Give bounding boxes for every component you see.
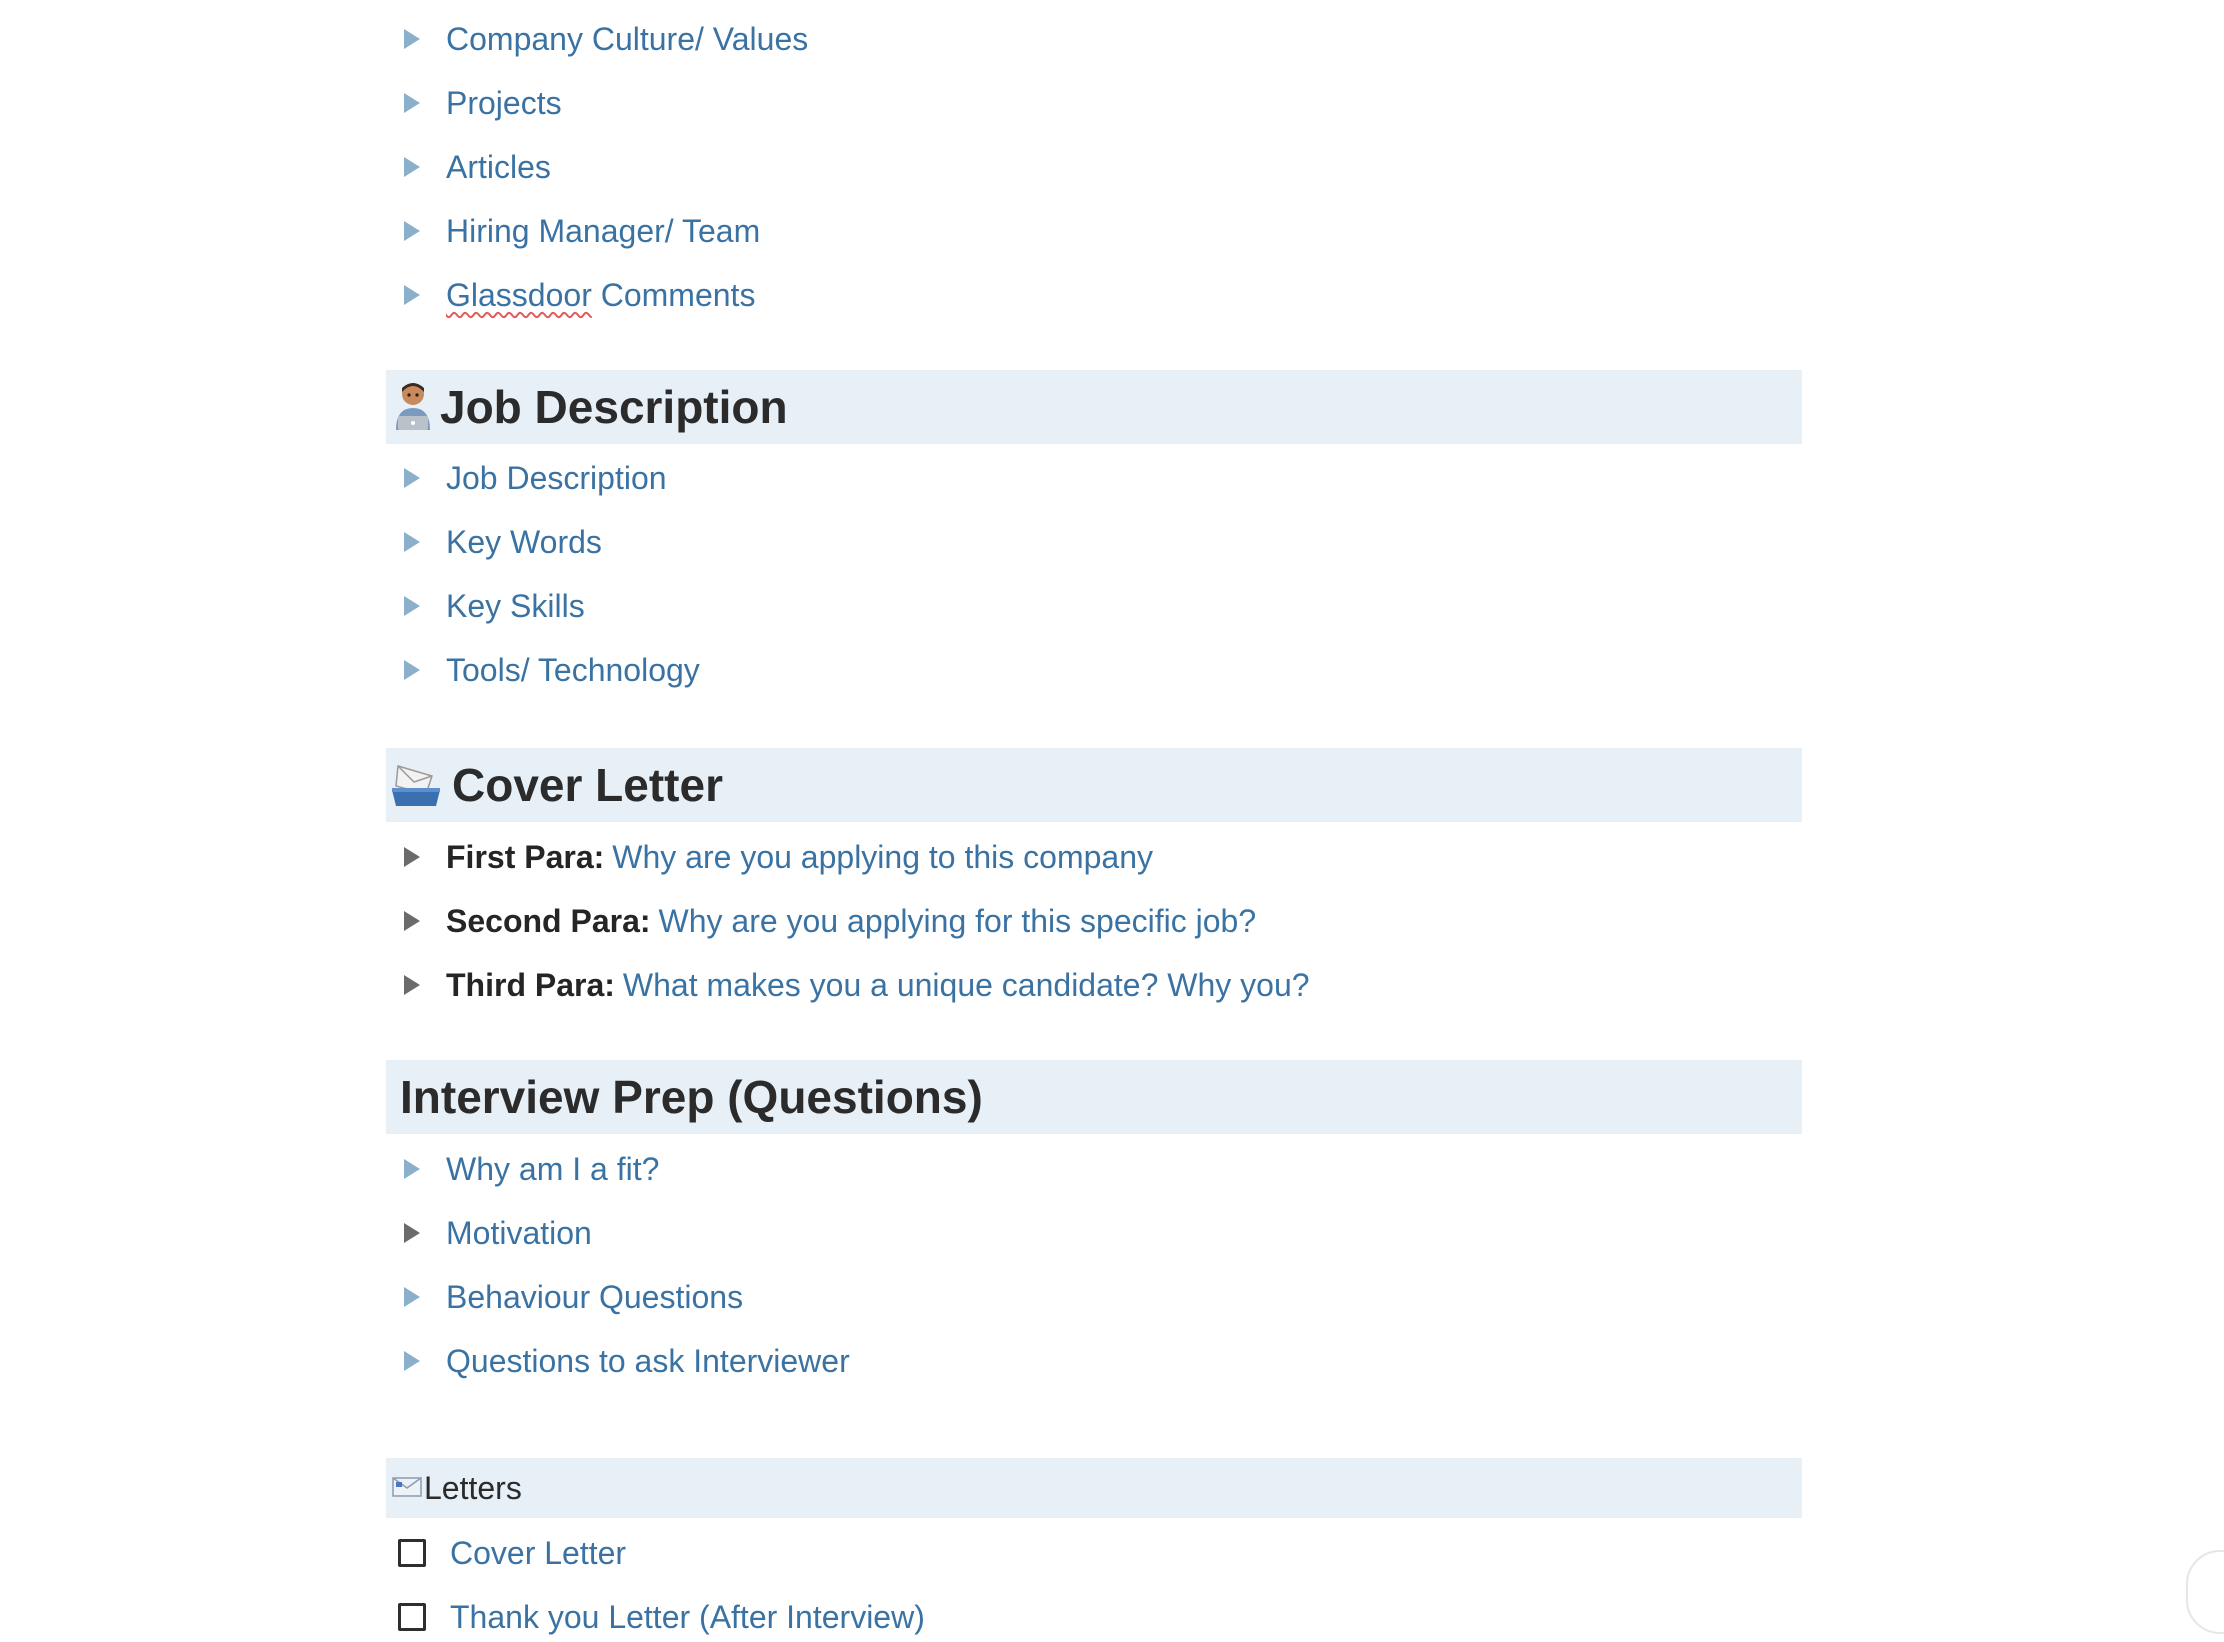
- heading-cover-letter[interactable]: [386, 748, 1802, 822]
- todo-label[interactable]: Cover Letter: [450, 1534, 627, 1571]
- para-label: Second Para:: [446, 902, 651, 939]
- toggle-triangle-icon[interactable]: [404, 1223, 420, 1243]
- para-label: Third Para:: [446, 966, 615, 1003]
- toggle-first-para[interactable]: [386, 825, 1153, 889]
- heading-job-description[interactable]: [386, 370, 1802, 444]
- toggle-label[interactable]: Tools/ Technology: [446, 651, 700, 688]
- toggle-triangle-icon[interactable]: [404, 660, 420, 680]
- toggle-triangle-icon[interactable]: [404, 596, 420, 616]
- toggle-behaviour-questions[interactable]: [386, 1265, 743, 1329]
- para-prompt-link[interactable]: Why are you applying to this company: [612, 838, 1153, 875]
- toggle-triangle-icon[interactable]: [404, 847, 420, 867]
- toggle-why-fit[interactable]: [386, 1137, 659, 1201]
- toggle-triangle-icon[interactable]: [404, 221, 420, 241]
- toggle-label[interactable]: Projects: [446, 84, 562, 121]
- checkbox[interactable]: [398, 1539, 426, 1567]
- toggle-triangle-icon[interactable]: [404, 911, 420, 931]
- para-prompt-link[interactable]: What makes you a unique candidate? Why you?: [622, 966, 1310, 1003]
- heading-text: Interview Prep (Questions): [400, 1071, 983, 1123]
- toggle-projects[interactable]: [386, 71, 562, 135]
- para-prompt-link[interactable]: Why are you applying for this specific job?: [658, 902, 1257, 939]
- toggle-motivation[interactable]: [386, 1201, 592, 1265]
- help-button[interactable]: [2186, 1550, 2224, 1634]
- toggle-label[interactable]: Why am I a fit?: [446, 1150, 660, 1187]
- checkbox[interactable]: [398, 1603, 426, 1631]
- toggle-second-para[interactable]: [386, 889, 1256, 953]
- toggle-questions-interviewer[interactable]: [386, 1329, 850, 1393]
- toggle-key-words[interactable]: [386, 510, 602, 574]
- toggle-label[interactable]: Questions to ask Interviewer: [446, 1342, 850, 1379]
- envelope-icon: [392, 1475, 422, 1502]
- todo-cover-letter[interactable]: [386, 1521, 626, 1585]
- todo-thank-you-letter[interactable]: [386, 1585, 925, 1642]
- heading-text: Job Description: [440, 381, 788, 433]
- toggle-hiring-manager[interactable]: [386, 199, 760, 263]
- toggle-triangle-icon[interactable]: [404, 157, 420, 177]
- toggle-key-skills[interactable]: [386, 574, 585, 638]
- toggle-glassdoor[interactable]: [386, 263, 755, 327]
- toggle-articles[interactable]: [386, 135, 551, 199]
- toggle-third-para[interactable]: [386, 953, 1310, 1017]
- toggle-label[interactable]: Glassdoor Comments: [446, 276, 756, 313]
- toggle-label[interactable]: Key Skills: [446, 587, 585, 624]
- toggle-label[interactable]: Company Culture/ Values: [446, 20, 809, 57]
- envelope-tray-icon: [392, 760, 440, 811]
- toggle-company-culture[interactable]: [386, 7, 808, 71]
- para-label: First Para:: [446, 838, 605, 875]
- toggle-triangle-icon[interactable]: [404, 975, 420, 995]
- heading-text: Cover Letter: [452, 759, 723, 811]
- toggle-label[interactable]: Job Description: [446, 459, 667, 496]
- toggle-triangle-icon[interactable]: [404, 29, 420, 49]
- toggle-triangle-icon[interactable]: [404, 1287, 420, 1307]
- toggle-triangle-icon[interactable]: [404, 468, 420, 488]
- toggle-triangle-icon[interactable]: [404, 1159, 420, 1179]
- toggle-job-description[interactable]: [386, 446, 667, 510]
- toggle-triangle-icon[interactable]: [404, 285, 420, 305]
- spellcheck-word: Glassdoor: [446, 276, 592, 313]
- toggle-label[interactable]: Hiring Manager/ Team: [446, 212, 761, 249]
- toggle-label[interactable]: Behaviour Questions: [446, 1278, 744, 1315]
- todo-label[interactable]: Thank you Letter (After Interview): [450, 1598, 925, 1635]
- heading-text: Letters: [424, 1469, 522, 1506]
- toggle-label[interactable]: Key Words: [446, 523, 602, 560]
- heading-letters[interactable]: [386, 1458, 1802, 1518]
- toggle-label[interactable]: Motivation: [446, 1214, 592, 1251]
- toggle-triangle-icon[interactable]: [404, 1351, 420, 1371]
- toggle-label[interactable]: Articles: [446, 148, 551, 185]
- toggle-tools-technology[interactable]: [386, 638, 700, 702]
- toggle-triangle-icon[interactable]: [404, 532, 420, 552]
- technologist-emoji-icon: [392, 380, 434, 435]
- heading-interview-prep[interactable]: [386, 1060, 1802, 1134]
- toggle-triangle-icon[interactable]: [404, 93, 420, 113]
